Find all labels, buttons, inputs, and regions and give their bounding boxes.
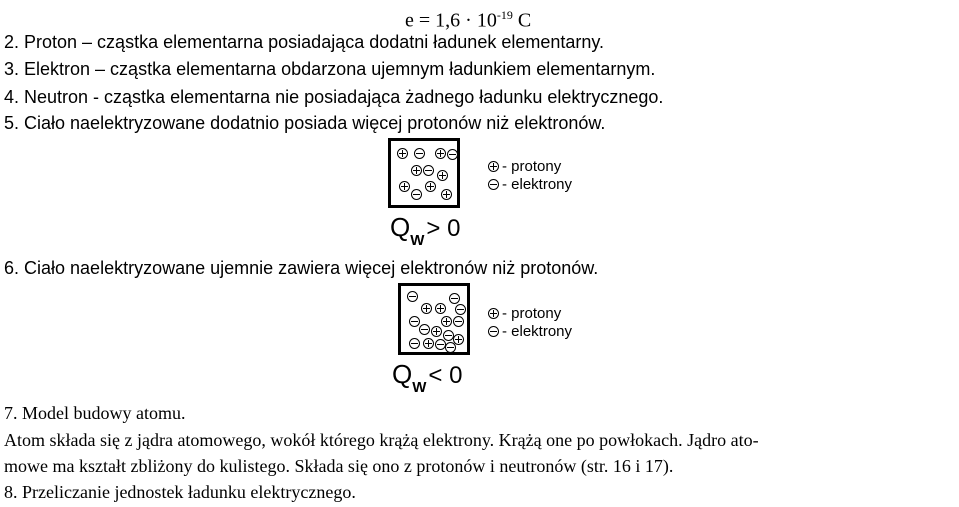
proton-icon — [441, 316, 452, 327]
proton-icon — [423, 338, 434, 349]
atom-paragraph-line-2: mowe ma kształt zbliżony do kulistego. Składa się ono z protonów i neutronów (str. 16 i 17). — [4, 456, 674, 476]
electron-icon — [409, 338, 420, 349]
item-positive-body: 5. Ciało naelektryzowane dodatnio posiada więcej protonów niż elektronów. — [4, 113, 606, 133]
electron-icon — [488, 179, 499, 190]
item-charge-conversion: 8. Przeliczanie jednostek ładunku elektrycznego. — [4, 482, 356, 502]
legend-protons-label: - protony — [502, 158, 562, 175]
item-neutron: 4. Neutron - cząstka elementarna nie posiadająca żadnego ładunku elektrycznego. — [4, 87, 664, 107]
negative-body-box — [398, 283, 470, 355]
charge-symbol: Q — [390, 212, 411, 242]
charge-subscript: W — [412, 379, 427, 396]
proton-icon — [425, 181, 436, 192]
elementary-charge-constant — [405, 4, 531, 32]
constant-exponent: -19 — [496, 8, 513, 22]
proton-icon — [435, 303, 446, 314]
proton-icon — [435, 148, 446, 159]
electron-icon — [414, 148, 425, 159]
proton-icon — [488, 308, 499, 319]
constant-unit: C — [517, 9, 532, 32]
legend-protons-label: - protony — [502, 305, 562, 322]
item-proton: 2. Proton – cząstka elementarna posiadająca dodatni ładunek elementarny. — [4, 32, 605, 52]
constant-base: e = 1,6 · 10 — [405, 9, 497, 32]
electron-icon — [407, 291, 418, 302]
proton-icon — [397, 148, 408, 159]
proton-icon — [399, 181, 410, 192]
figure-negative-body — [392, 283, 592, 395]
charge-relation: < 0 — [428, 362, 463, 389]
positive-charge-label — [390, 212, 461, 249]
legend-electrons-label: - elektrony — [502, 323, 573, 340]
figure-positive-body — [388, 138, 588, 250]
electron-icon — [409, 316, 420, 327]
positive-body-box — [388, 138, 460, 208]
negative-charge-label — [392, 359, 463, 396]
electron-icon — [453, 316, 464, 327]
proton-icon — [437, 170, 448, 181]
charge-relation: > 0 — [426, 215, 461, 242]
electron-icon — [455, 304, 466, 315]
charge-subscript: W — [410, 232, 425, 249]
item-electron: 3. Elektron – cząstka elementarna obdarzona ujemnym ładunkiem elementarnym. — [4, 59, 656, 79]
item-atom-model: 7. Model budowy atomu. — [4, 403, 186, 423]
proton-icon — [431, 326, 442, 337]
proton-icon — [411, 165, 422, 176]
electron-icon — [423, 165, 434, 176]
atom-paragraph-line-1: Atom składa się z jądra atomowego, wokół którego krążą elektrony. Krążą one po powłokach. Jądro ato- — [4, 430, 759, 450]
electron-icon — [488, 326, 499, 337]
electron-icon — [419, 324, 430, 335]
proton-icon — [488, 161, 499, 172]
charge-symbol: Q — [392, 359, 413, 389]
legend-electrons-label: - elektrony — [502, 176, 573, 193]
electron-icon — [447, 149, 458, 160]
proton-icon — [453, 334, 464, 345]
proton-icon — [421, 303, 432, 314]
electron-icon — [449, 293, 460, 304]
item-negative-body: 6. Ciało naelektryzowane ujemnie zawiera więcej elektronów niż protonów. — [4, 258, 599, 278]
proton-icon — [441, 189, 452, 200]
electron-icon — [411, 189, 422, 200]
